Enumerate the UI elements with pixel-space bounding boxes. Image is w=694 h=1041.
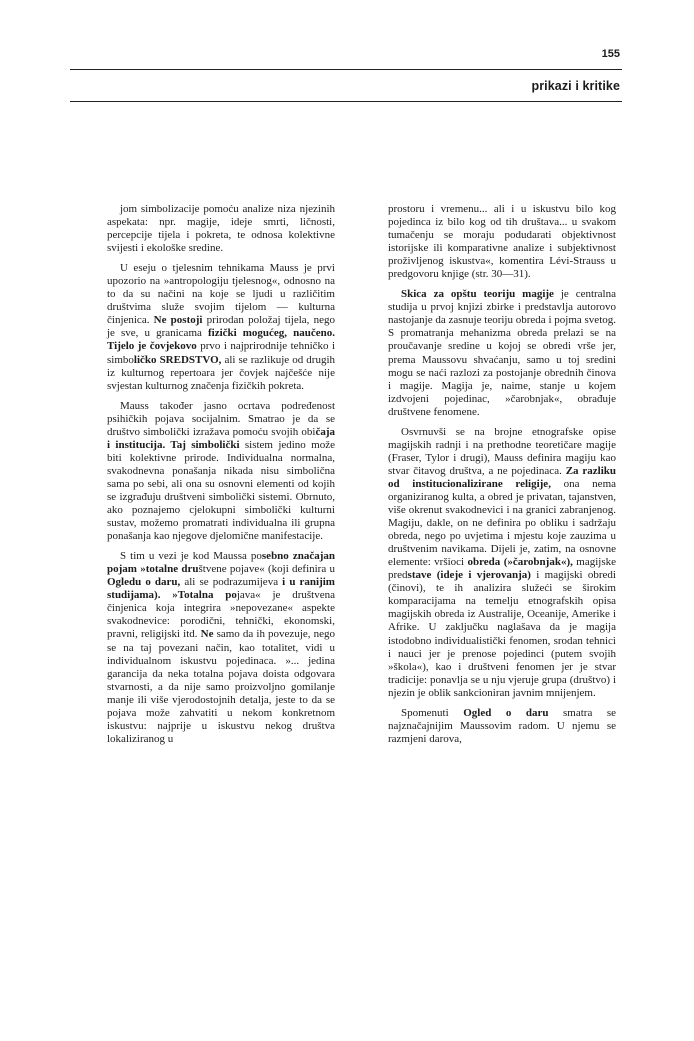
text-run: U eseju o tjelesnim tehnikama Mauss je prvi upozorio na »antropologiju tjelesnog«, odnosno na to da su načini na koje se ljudi u različitim društvima služe svojim tijelom — kulturna činjenica. [107, 262, 335, 327]
text-run: sistem jedino može biti kolektivne prirode. Individualna normalna, svakodnevna ponašanja nikada nisu simbolična sama po sebi, ali ona su osnovni elementi od kojih se izgrađuju društveni simbolički sistemi. Obrnuto, ako poznajemo cjelokupni simbolički kulturni sustav, možemo promatrati individualna ili grupna ponašanja kao njegove djelomične manifestacije. [107, 438, 335, 543]
text-run: jom simbolizacije pomoću analize niza njezinih aspekata: npr. magije, ideje smrti, ličnosti, percepcije tijela i pokreta, te odnosa kolektivne svijesti i ekološke sredine. [107, 203, 335, 255]
text-run: i magijski obredi (činovi), te ih analizira služeći se širokim komparacijama na temelju etnografskih opisa magijskih obreda iz Australije, Oceanije, Amerike i Afrike. U zaključku naglašava da je magija istodobno individualistički fenomen, srodan tehnici i nauci jer je prenose pojedinci (putem svojih »škola«), kao i društveni fenomen jer je stvar tradicije: ponavlja se u nju vjeruje grupa (društvo) i njezin je oblik sankcioniran javnim mnijenjem. [388, 569, 616, 699]
bold-text: Ogledu o daru, [107, 576, 181, 589]
text-run: ali se razlikuje od drugih iz kulturnog repertoara jer čovjek najčešće nije svjestan kulturnog značenja fizičkih pokreta. [107, 353, 335, 392]
text-run: štvene pojave« (koji definira u [198, 563, 335, 576]
left-column [107, 203, 335, 746]
text-run: S tim u vezi je kod Maussa po [120, 550, 262, 563]
paragraph [107, 262, 335, 392]
text-run: prvo i najprirodnije tehničko i simbo [107, 340, 336, 366]
text-run: ali se podrazumijeva [180, 576, 283, 589]
header-rule-top [70, 69, 622, 70]
text-run: Spomenuti [401, 706, 464, 719]
bold-text: Ogled o daru [463, 706, 549, 719]
text-run: smatra se najznačajnijim Maussovim radom. U njemu se razmjeni darova, [388, 706, 617, 745]
text-run: ona nema organiziranog kulta, a obred je privatan, tajanstven, više okrenut svakodnevici i na granici zabranjenog. Magiju, dakle, on ne definira po obliku i sadržaju obreda, nego po uvjetima i mjestu koje zauzima u društvenim navikama. Dijeli je, zatim, na osnovne elemente: vršioci [388, 477, 617, 569]
section-title: prikazi i kritike [531, 79, 620, 93]
bold-text: ličko SREDSTVO, [133, 353, 222, 366]
bold-text: Skica za opštu teoriju magije [401, 288, 554, 301]
paragraph [388, 707, 616, 746]
bold-text: fizički mogućeg, naučeno. Tijelo je čovjekovo [107, 327, 335, 353]
text-run: Osvrnuvši se na brojne etnografske opise magijskih radnji i na prethodne teoretičare magije (Fraser, Tylor i drugi), Mauss definira magiju kao stvar čitavog društva, a ne pojedinaca. [388, 425, 616, 477]
paragraph [388, 288, 616, 418]
paragraph [107, 203, 335, 255]
bold-text: sebno značajan pojam »totalne dru [107, 550, 336, 576]
paragraph [107, 400, 335, 544]
header-rule-bottom [70, 101, 622, 102]
text-run: prirodan položaj tijela, nego je sve, u granicama [107, 314, 336, 340]
text-run: Mauss također jasno ocrtava podređenost psihičkih pojava socijalnim. Smatrao je da se društvo simbolički izražava pomoću svojih obi [107, 399, 335, 438]
bold-text: čaja i institucija. Taj simbolički [107, 425, 335, 451]
bold-text: i u ranijim studijama). »Totalna po [107, 576, 335, 602]
bold-text: stave (ideje i vjerovanja) [407, 569, 531, 582]
paragraph [388, 426, 616, 700]
bold-text: Ne [200, 628, 214, 641]
paragraph [388, 203, 616, 281]
text-run: java« je društvena činjenica koja integrira »nepovezane« aspekte svakodnevice: porodični, tehnički, ekonomski, pravni, religijski itd. [107, 589, 335, 641]
right-column [388, 203, 616, 746]
page-number: 155 [601, 48, 620, 60]
text-run: je centralna studija u prvoj knjizi zbirke i predstavlja autorovo nastojanje da zasnuje teoriju obreda i pojma svetog. S promatranja mehanizma obreda prelazi se na proučavanje sredine u kojoj se obredi vrše jer, prema Maussovu shvaćanju, samo u toj sredini mogu se naći razlozi za postojanje obrednih činova i magije. Magija je, naime, stanje u kojem izdvojeni pojedinac, »čarobnjak«, obrađuje društvene fenomene. [388, 288, 616, 418]
bold-text: Za razliku od institucionalizirane religije, [388, 464, 616, 490]
text-run: prostoru i vremenu... ali i u iskustvu bilo kog pojedinca iz bilo kog od tih društava... u svakom tumačenju se moraju podudarati objektivnost istorijske ili komparativne analize i subjektivnost proživljenog iskustva«, komentira Lévi-Strauss u predgovoru knjige (str. 30—31). [388, 203, 616, 281]
text-run: samo da ih povezuje, nego se na taj povezani način, kao totalitet, vidi u individualnom iskustvu pojedinaca. »... jedina garancija da neka totalna pojava doista odgovara stvarnosti, a da nije samo proizvoljno gomilanje manje ili više vjerodostojnih detalja, jeste to da se pojava može zahvatiti u nekom konkretnom iskustvu: najprije u iskustvu nekog društva lokaliziranog u [107, 628, 335, 745]
paragraph [107, 550, 335, 746]
text-run: magijske pred [388, 556, 616, 582]
bold-text: Ne postoji [153, 314, 203, 327]
bold-text: obreda (»čarobnjak«), [467, 556, 573, 569]
